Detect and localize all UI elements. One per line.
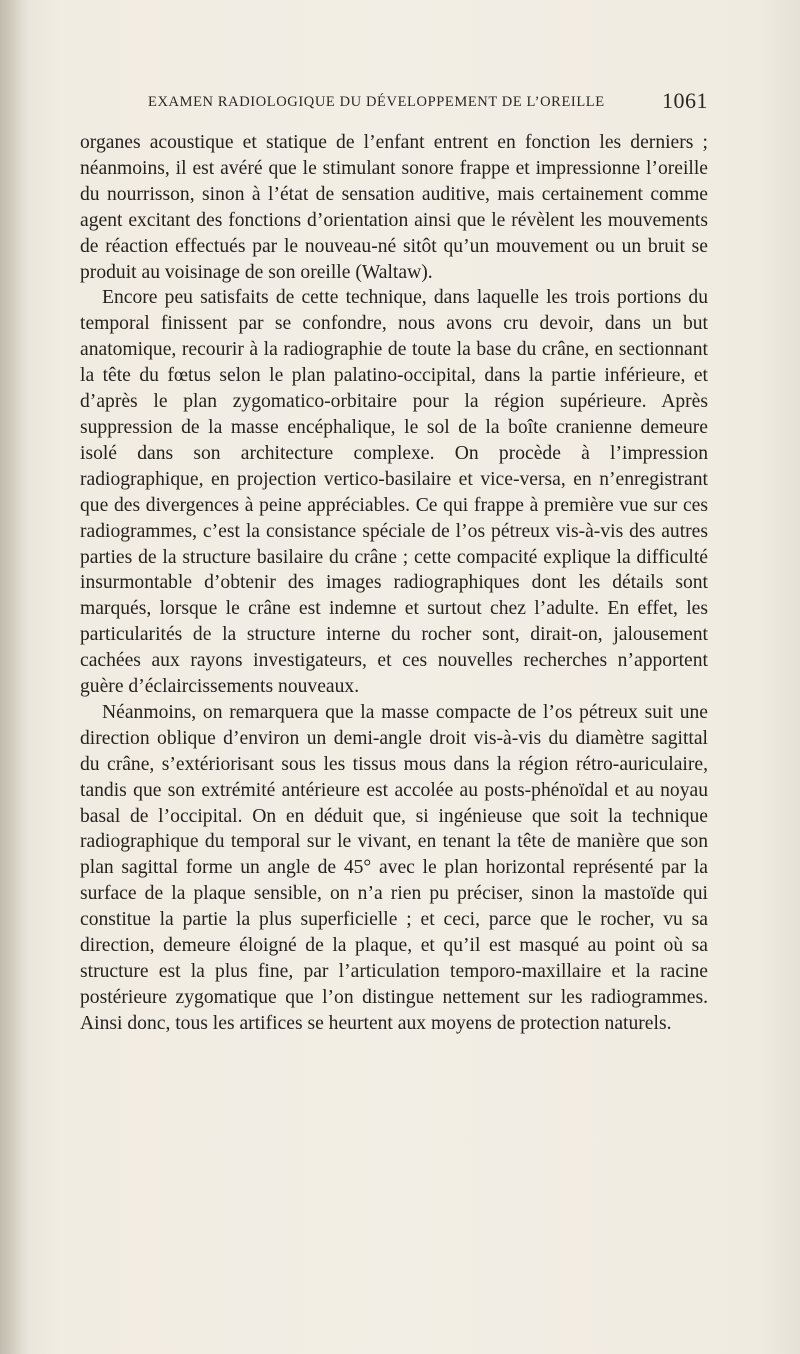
paragraph-1: organes acoustique et statique de l’enfant entrent en fonction les derniers ; néanmoins, il est avéré que le stimulant sonore frappe et impressionne l’oreille du nourrisson, sinon à l’état de sensation auditive, mais certainement comme agent excitant des fonctions d’orientation ainsi que le révèlent les mouvements de réaction effectués par le nouveau-né sitôt qu’un mouvement ou un bruit se produit au voisinage de son oreille (Waltaw). <box>80 132 708 283</box>
body-text <box>80 130 708 1037</box>
page-number: 1061 <box>662 88 708 113</box>
page-gutter-shadow <box>0 0 30 1354</box>
running-head: EXAMEN RADIOLOGIQUE DU DÉVELOPPEMENT DE L’OREILLE <box>148 94 605 110</box>
paragraph-3: Néanmoins, on remarquera que la masse compacte de l’os pétreux suit une direction oblique d’environ un demi-angle droit vis-à-vis du diamètre sagittal du crâne, s’extériorisant sous les tissus mous dans la région rétro-auriculaire, tandis que son extrémité antérieure est accolée au posts-phénoïdal et au noyau basal de l’occipital. On en déduit que, si ingénieuse que soit la technique radiographique du temporal sur le vivant, en tenant la tête de manière que son plan sagittal forme un angle de 45° avec le plan horizontal représenté par la surface de la plaque sensible, on n’a rien pu préciser, sinon la mastoïde qui constitue la partie la plus superficielle ; et ceci, parce que le rocher, vu sa direction, demeure éloigné de la plaque, et qu’il est masqué au point où sa structure est la plus fine, par l’articulation temporo-maxillaire et la racine postérieure zygomatique que l’on distingue nettement sur les radiogrammes. Ainsi donc, tous les artifices se heurtent aux moyens de protection naturels. <box>80 701 708 1034</box>
paragraph-2: Encore peu satisfaits de cette technique, dans laquelle les trois portions du temporal finissent par se confondre, nous avons cru devoir, dans un but anatomique, recourir à la radiographie de toute la base du crâne, en sectionnant la tête du fœtus selon le plan palatino-occipital, dans la partie inférieure, et d’après le plan zygomatico-orbitaire pour la région supérieure. Après suppression de la masse encéphalique, le sol de la boîte cranienne demeure isolé dans son architecture complexe. On procède à l’impression radiographique, en projection vertico-basilaire et vice-versa, en n’enregistrant que des divergences à peine appréciables. Ce qui frappe à première vue sur ces radiogrammes, c’est la consistance spéciale de l’os pétreux vis-à-vis des autres parties de la structure basilaire du crâne ; cette compacité explique la difficulté insurmontable d’obtenir des images radiographiques dont les détails sont marqués, lorsque le crâne est indemne et surtout chez l’adulte. En effet, les particularités de la structure interne du rocher sont, dirait-on, jalousement cachées aux rayons investigateurs, et ces nouvelles recherches n’apportent guère d’éclaircissements nouveaux. <box>80 287 708 698</box>
page-header <box>148 88 708 116</box>
